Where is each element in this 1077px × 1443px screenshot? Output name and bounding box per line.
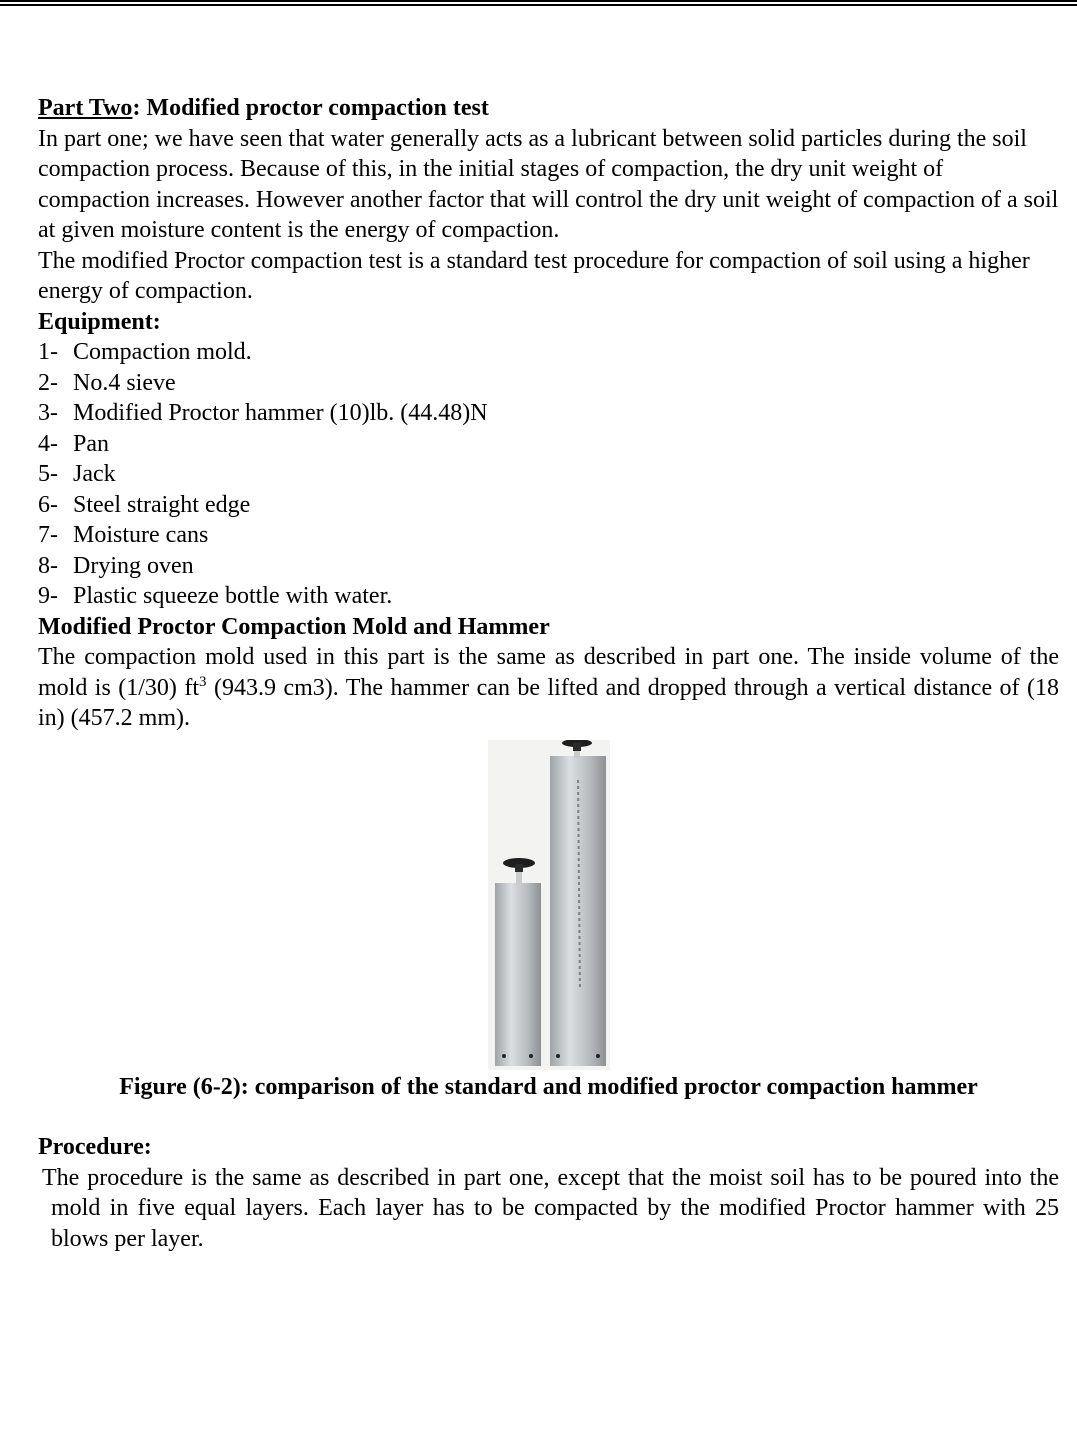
- equipment-item-number: 1-: [38, 339, 58, 365]
- top-rule: [0, 0, 1077, 2]
- equipment-list: [38, 337, 1059, 612]
- unit-superscript: 3: [199, 673, 207, 690]
- equipment-item-number: 7-: [38, 522, 58, 548]
- equipment-item-text: Drying oven: [73, 552, 194, 579]
- mold-text-part-2: (943.9 cm3). The hammer can be lifted and dropped through a vertical distance of (18 in) (457.2 mm).: [38, 674, 1059, 731]
- intro-paragraph-2: The modified Proctor compaction test is a standard test procedure for compaction of soil using a higher energy of compaction.: [38, 247, 1030, 304]
- equipment-item-number: 4-: [38, 430, 58, 457]
- equipment-item-number: 5-: [38, 461, 58, 487]
- equipment-item-number: 2-: [38, 369, 58, 396]
- procedure-paragraph: The procedure is the same as described in part one, except that the moist soil has to be poured into the mold in five equal layers. Each layer has to be compacted by the modified Proctor hammer with 25 blows per layer.: [42, 1164, 1059, 1252]
- equipment-item-number: 9-: [38, 583, 58, 609]
- mold-section-heading: Modified Proctor Compaction Mold and Hammer: [38, 613, 550, 640]
- equipment-item-number: 6-: [38, 491, 58, 518]
- equipment-item: [38, 398, 1059, 429]
- equipment-item-number: 8-: [38, 552, 58, 579]
- section-title-rest: : Modified proctor compaction test: [132, 95, 489, 121]
- section-title: [38, 93, 1059, 124]
- equipment-item-text: Jack: [73, 461, 116, 487]
- section-title-underlined: Part Two: [38, 95, 133, 121]
- equipment-item: [38, 459, 1059, 490]
- intro-paragraph-1: In part one; we have seen that water generally acts as a lubricant between solid particles during the soil compaction process. Because of this, in the initial stages of compaction, the dry unit weight of compaction increases. However another factor that will control the dry unit weight of compaction of a soil at given moisture content is the energy of compaction.: [38, 125, 1059, 243]
- equipment-item: [38, 429, 1059, 460]
- hammer-photo: [488, 740, 610, 1070]
- equipment-heading: Equipment:: [38, 308, 161, 335]
- equipment-item: [38, 337, 1059, 368]
- equipment-item-text: Modified Proctor hammer (10)lb. (44.48)N: [73, 400, 488, 426]
- equipment-item: [38, 368, 1059, 399]
- figure-caption: Figure (6-2): comparison of the standard and modified proctor compaction hammer: [119, 1073, 978, 1100]
- mold-text-part-1: The compaction mold used in this part is the same as described in part one. The inside volume of the mold is (1/30) ft: [38, 644, 1059, 701]
- equipment-item-text: No.4 sieve: [73, 369, 176, 396]
- procedure-heading: Procedure:: [38, 1134, 152, 1160]
- page-content: [38, 93, 1059, 1254]
- standard-hammer-sleeve: [495, 883, 541, 1066]
- equipment-item: [38, 551, 1059, 582]
- modified-hammer-sleeve: [550, 756, 606, 1066]
- equipment-item-text: Moisture cans: [73, 522, 209, 548]
- equipment-item: [38, 520, 1059, 551]
- equipment-item: [38, 581, 1059, 612]
- hammer-comparison-figure: [488, 740, 610, 1070]
- equipment-item-text: Steel straight edge: [73, 491, 251, 518]
- equipment-item: [38, 490, 1059, 521]
- equipment-item-text: Plastic squeeze bottle with water.: [73, 583, 393, 609]
- equipment-item-number: 3-: [38, 400, 58, 426]
- mold-section-paragraph: [38, 642, 1059, 734]
- equipment-item-text: Compaction mold.: [73, 339, 252, 365]
- equipment-item-text: Pan: [73, 430, 109, 457]
- top-rule-secondary: [0, 4, 1077, 6]
